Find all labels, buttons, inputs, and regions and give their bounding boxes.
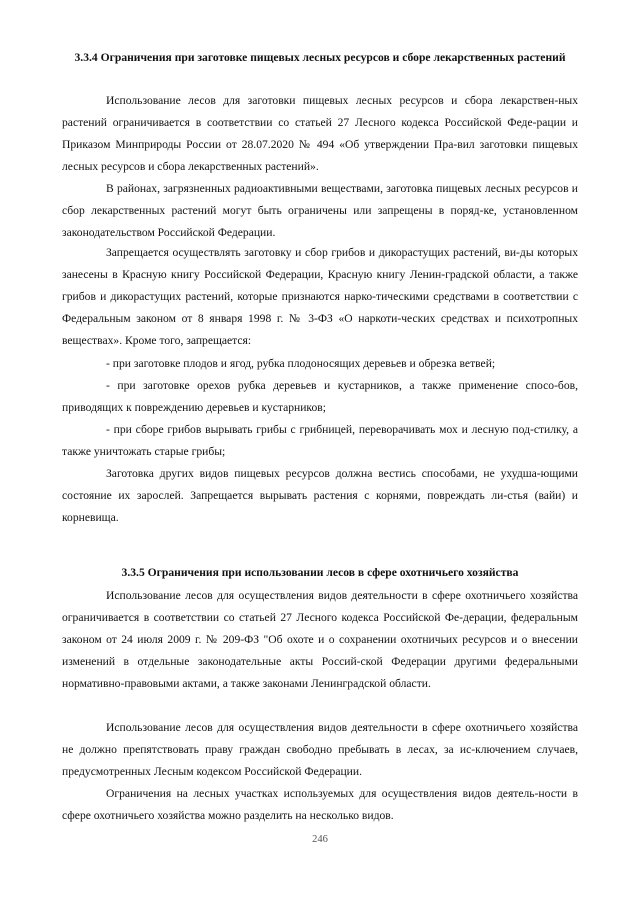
paragraph: Использование лесов для осуществления видов деятельности в сфере охотничьего хозяйства не должно препятствовать праву граждан свободно пребывать в лесах, за ис-ключением случаев, предусмотренных Лесным кодексом Российской Федерации.: [62, 721, 578, 778]
section-heading-food-resources: 3.3.4 Ограничения при заготовке пищевых лесных ресурсов и сборе лекарственных растений: [74, 51, 566, 64]
list-item: - при сборе грибов вырывать грибы с грибницей, переворачивать мох и лесную под-стилку, а также уничтожать старые грибы;: [62, 423, 578, 458]
paragraph: Использование лесов для заготовки пищевых лесных ресурсов и сбора лекарствен-ных растений ограничивается в соответствии со статьей 27 Лесного кодекса Российской Феде-рации и Приказом Минприроды России от 28.07.2020 № 494 «Об утверждении Пра-вил заготовки пищевых лесных ресурсов и сбора лекарственных растений».: [62, 94, 578, 173]
list-item: - при заготовке плодов и ягод, рубка плодоносящих деревьев и обрезка ветвей;: [106, 357, 496, 370]
paragraph: Ограничения на лесных участках используемых для осуществления видов деятель-ности в сфере охотничьего хозяйства можно разделить на несколько видов.: [62, 787, 578, 822]
list-item: - при заготовке орехов рубка деревьев и кустарников, а также применение спосо-бов, приводящих к повреждению деревьев и кустарников;: [62, 379, 578, 414]
paragraph: В районах, загрязненных радиоактивными веществами, заготовка пищевых лесных ресурсов и сбор лекарственных растений могут быть ограничены или запрещены в поряд-ке, установленном законодательством Российской Федерации.: [62, 182, 578, 239]
paragraph: Заготовка других видов пищевых ресурсов должна вестись способами, не ухудша-ющими состояние их зарослей. Запрещается вырывать растения с корнями, повреждать ли-стья (вайи) и корневища.: [62, 467, 578, 524]
paragraph: Использование лесов для осуществления видов деятельности в сфере охотничьего хозяйства ограничивается в соответствии со статьей 27 Лесного кодекса Российской Фе-дерации, федеральным законом от 24 июля 2009 г. № 209-ФЗ "Об охоте и о сохранении охотничьих ресурсов и о внесении изменений в отдельные законодательные акты Россий-ской Федерации другими федеральными нормативно-правовыми актами, а также законами Ленинградской области.: [62, 589, 578, 690]
paragraph: Запрещается осуществлять заготовку и сбор грибов и дикорастущих растений, ви-ды которых занесены в Красную книгу Российской Федерации, Красную книгу Ленин-градской области, а также грибов и дикорастущих растений, которые признаются нарко-тическими средствами в соответствии с Федеральным законом от 8 января 1998 г. № 3-ФЗ «О наркоти-ческих средствах и психотропных веществах». Кроме того, запрещается:: [62, 246, 578, 347]
page-number: 246: [312, 834, 328, 845]
section-heading-hunting: 3.3.5 Ограничения при использовании лесов в сфере охотничьего хозяйства: [121, 566, 519, 579]
